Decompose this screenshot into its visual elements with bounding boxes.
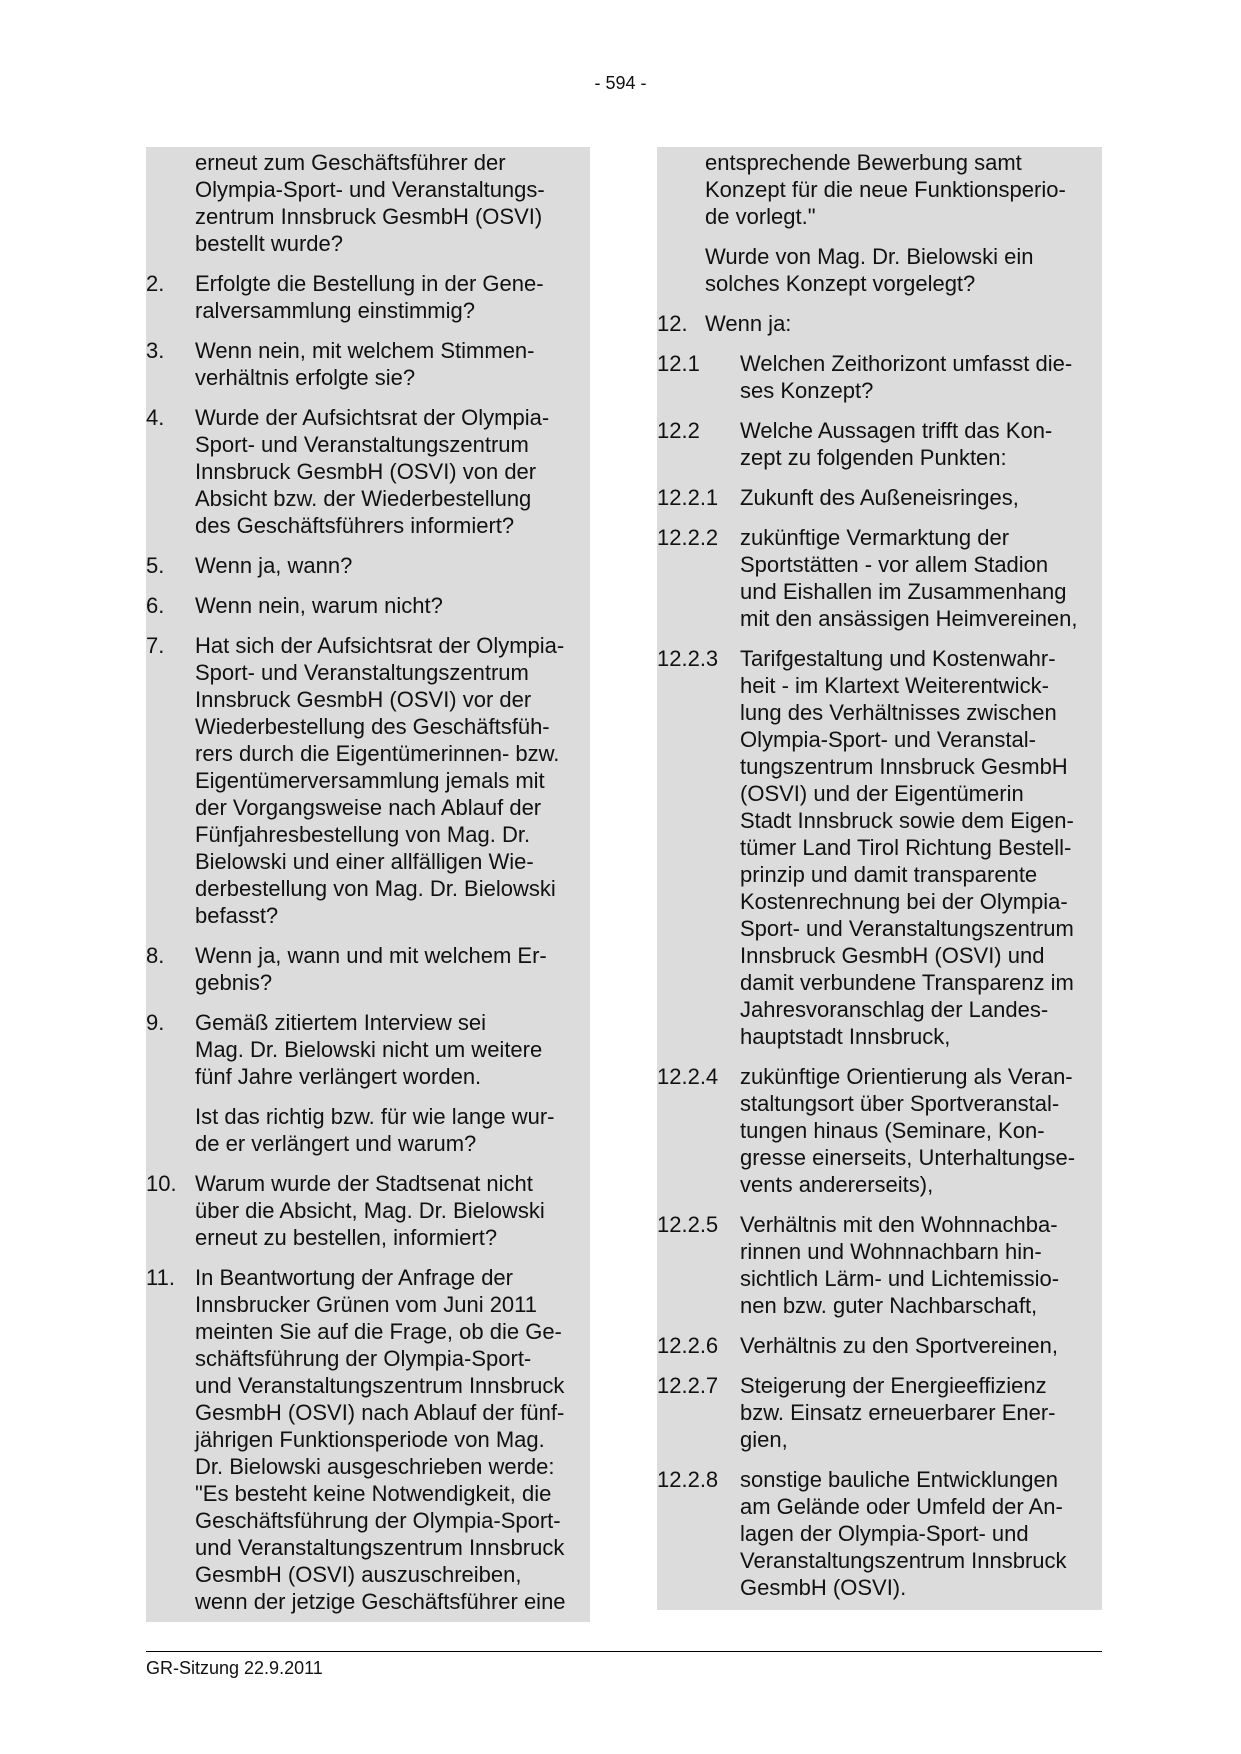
text-line: Welchen Zeithorizont umfasst die- xyxy=(740,351,1073,376)
text-line: Veranstaltungszentrum Innsbruck xyxy=(740,1548,1067,1573)
text-line: tungen hinaus (Seminare, Kon- xyxy=(740,1118,1045,1143)
text-line: Steigerung der Energieeffizienz xyxy=(740,1373,1047,1398)
text-line: befasst? xyxy=(195,903,279,928)
question-12-2 xyxy=(657,417,1102,471)
item-text xyxy=(740,1466,1102,1601)
text-line: der Vorgangsweise nach Ablauf der xyxy=(195,795,542,820)
item-text xyxy=(195,1170,590,1251)
text-line: GesmbH (OSVI) auszuschreiben, xyxy=(195,1562,522,1587)
text-line: jährigen Funktionsperiode von Mag. xyxy=(195,1427,545,1452)
text-line: zukünftige Orientierung als Veran- xyxy=(740,1064,1073,1089)
text-line: zentrum Innsbruck GesmbH (OSVI) xyxy=(195,204,543,229)
item-text xyxy=(740,524,1102,632)
footer-divider xyxy=(146,1651,1102,1652)
question-12-2-6 xyxy=(657,1332,1102,1359)
text-line: des Geschäftsführers informiert? xyxy=(195,513,515,538)
right-column xyxy=(657,147,1102,1610)
item-text xyxy=(195,270,590,324)
text-line: verhältnis erfolgte sie? xyxy=(195,365,416,390)
text-line: bzw. Einsatz erneuerbarer Ener- xyxy=(740,1400,1056,1425)
paragraph xyxy=(195,1009,590,1090)
question-4 xyxy=(146,404,590,539)
question-12-2-3 xyxy=(657,645,1102,1050)
text-line: heit - im Klartext Weiterentwick- xyxy=(740,673,1049,698)
text-line: (OSVI) und der Eigentümerin xyxy=(740,781,1024,806)
text-line: Wurde der Aufsichtsrat der Olympia- xyxy=(195,405,550,430)
text-line: über die Absicht, Mag. Dr. Bielowski xyxy=(195,1198,545,1223)
text-line: Sport- und Veranstaltungszentrum xyxy=(740,916,1074,941)
text-line: bestellt wurde? xyxy=(195,231,343,256)
text-line: Eigentümerversammlung jemals mit xyxy=(195,768,545,793)
item-number: 12.2.4 xyxy=(657,1064,719,1089)
text-line: Erfolgte die Bestellung in der Gene- xyxy=(195,271,544,296)
text-line: ralversammlung einstimmig? xyxy=(195,298,475,323)
text-line: Jahresvoranschlag der Landes- xyxy=(740,997,1049,1022)
text-line: ses Konzept? xyxy=(740,378,874,403)
text-line: Bielowski und einer allfälligen Wie- xyxy=(195,849,534,874)
question-12-2-7 xyxy=(657,1372,1102,1453)
text-line: und Veranstaltungszentrum Innsbruck xyxy=(195,1373,565,1398)
item-number: 12.2.7 xyxy=(657,1373,719,1398)
question-12-2-5 xyxy=(657,1211,1102,1319)
item-number: 12.2.5 xyxy=(657,1212,719,1237)
item-number: 12.2.1 xyxy=(657,485,719,510)
item-text xyxy=(740,1211,1102,1319)
question-12 xyxy=(657,310,1102,337)
item-number: 6. xyxy=(146,593,165,618)
text-line: Wiederbestellung des Geschäftsfüh- xyxy=(195,714,550,739)
item-number: 11. xyxy=(146,1265,175,1290)
text-line: solches Konzept vorgelegt? xyxy=(705,271,976,296)
text-line: de vorlegt." xyxy=(705,204,816,229)
item-text xyxy=(195,404,590,539)
text-line: de er verlängert und warum? xyxy=(195,1131,477,1156)
item-number: 12. xyxy=(657,311,688,336)
text-line: lung des Verhältnisses zwischen xyxy=(740,700,1057,725)
text-line: sonstige bauliche Entwicklungen xyxy=(740,1467,1058,1492)
left-continuation xyxy=(146,149,590,257)
item-text xyxy=(740,1332,1102,1359)
text-line: Kostenrechnung bei der Olympia- xyxy=(740,889,1068,914)
text-line: meinten Sie auf die Frage, ob die Ge- xyxy=(195,1319,562,1344)
text-line: Absicht bzw. der Wiederbestellung xyxy=(195,486,532,511)
text-line: entsprechende Bewerbung samt xyxy=(705,150,1022,175)
text-line: erneut zum Geschäftsführer der xyxy=(195,150,506,175)
text-line: rers durch die Eigentümerinnen- bzw. xyxy=(195,741,560,766)
text-line: GesmbH (OSVI) nach Ablauf der fünf- xyxy=(195,1400,565,1425)
item-number: 2. xyxy=(146,271,165,296)
text-line: Hat sich der Aufsichtsrat der Olympia- xyxy=(195,633,565,658)
text-line: Fünfjahresbestellung von Mag. Dr. xyxy=(195,822,531,847)
item-number: 12.2.8 xyxy=(657,1467,719,1492)
text-line: gresse einerseits, Unterhaltungse- xyxy=(740,1145,1076,1170)
item-text xyxy=(740,1372,1102,1453)
item-text xyxy=(195,1264,590,1615)
question-12-2-2 xyxy=(657,524,1102,632)
item-text xyxy=(740,1063,1102,1198)
question-5 xyxy=(146,552,590,579)
item-text xyxy=(195,337,590,391)
question-6 xyxy=(146,592,590,619)
question-8 xyxy=(146,942,590,996)
question-3 xyxy=(146,337,590,391)
item-number: 12.2 xyxy=(657,418,700,443)
text-line: Gemäß zitiertem Interview sei xyxy=(195,1010,486,1035)
text-line: erneut zu bestellen, informiert? xyxy=(195,1225,498,1250)
text-line: Sportstätten - vor allem Stadion xyxy=(740,552,1049,577)
text-line: Wurde von Mag. Dr. Bielowski ein xyxy=(705,244,1034,269)
item-number: 12.2.2 xyxy=(657,525,719,550)
footer-session-date: GR-Sitzung 22.9.2011 xyxy=(146,1658,323,1678)
text-line: Sport- und Veranstaltungszentrum xyxy=(195,432,529,457)
text-line: Innsbruck GesmbH (OSVI) und xyxy=(740,943,1045,968)
item-text xyxy=(195,552,590,579)
text-line: und Eishallen im Zusammenhang xyxy=(740,579,1067,604)
text-line: tungszentrum Innsbruck GesmbH xyxy=(740,754,1068,779)
text-line: prinzip und damit transparente xyxy=(740,862,1038,887)
text-line: Konzept für die neue Funktionsperio- xyxy=(705,177,1066,202)
item-number: 12.1 xyxy=(657,351,700,376)
text-line: lagen der Olympia-Sport- und xyxy=(740,1521,1029,1546)
text-line: damit verbundene Transparenz im xyxy=(740,970,1074,995)
item-text xyxy=(740,350,1102,404)
question-12-2-8 xyxy=(657,1466,1102,1601)
text-line: hauptstadt Innsbruck, xyxy=(740,1024,951,1049)
text-line: "Es besteht keine Notwendigkeit, die xyxy=(195,1481,552,1506)
question-7 xyxy=(146,632,590,929)
question-12-2-4 xyxy=(657,1063,1102,1198)
item-number: 12.2.6 xyxy=(657,1333,719,1358)
right-continuation xyxy=(657,149,1102,230)
text-line: Sport- und Veranstaltungszentrum xyxy=(195,660,529,685)
text-line: Innsbruck GesmbH (OSVI) von der xyxy=(195,459,537,484)
paragraph xyxy=(195,1103,590,1157)
item-text xyxy=(740,645,1102,1050)
text-line: wenn der jetzige Geschäftsführer eine xyxy=(195,1589,566,1614)
item-number: 7. xyxy=(146,633,165,658)
text-line: GesmbH (OSVI). xyxy=(740,1575,907,1600)
text-line: Wenn nein, mit welchem Stimmen- xyxy=(195,338,535,363)
text-line: gebnis? xyxy=(195,970,273,995)
item-text xyxy=(705,310,1102,337)
text-line: Tarifgestaltung und Kostenwahr- xyxy=(740,646,1056,671)
item-number: 10. xyxy=(146,1171,177,1196)
text-line: Wenn ja, wann und mit welchem Er- xyxy=(195,943,547,968)
question-10 xyxy=(146,1170,590,1251)
text-line: Innsbrucker Grünen vom Juni 2011 xyxy=(195,1292,537,1317)
text-line: Wenn ja, wann? xyxy=(195,553,353,578)
right-continuation-question xyxy=(657,243,1102,297)
text-line: am Gelände oder Umfeld der An- xyxy=(740,1494,1063,1519)
text-line: Dr. Bielowski ausgeschrieben werde: xyxy=(195,1454,555,1479)
question-11 xyxy=(146,1264,590,1615)
text-line: Wenn ja: xyxy=(705,311,792,336)
item-number: 9. xyxy=(146,1010,165,1035)
item-text xyxy=(195,632,590,929)
text-line: Wenn nein, warum nicht? xyxy=(195,593,443,618)
question-9 xyxy=(146,1009,590,1157)
text-line: Stadt Innsbruck sowie dem Eigen- xyxy=(740,808,1074,833)
text-line: nen bzw. guter Nachbarschaft, xyxy=(740,1293,1038,1318)
text-line: und Veranstaltungszentrum Innsbruck xyxy=(195,1535,565,1560)
item-text xyxy=(195,942,590,996)
text-line: mit den ansässigen Heimvereinen, xyxy=(740,606,1078,631)
item-text xyxy=(740,417,1102,471)
text-line: Verhältnis mit den Wohnnachba- xyxy=(740,1212,1058,1237)
item-text xyxy=(740,484,1102,511)
text-line: Olympia-Sport- und Veranstal- xyxy=(740,727,1036,752)
text-line: staltungsort über Sportveranstal- xyxy=(740,1091,1060,1116)
text-line: Mag. Dr. Bielowski nicht um weitere xyxy=(195,1037,543,1062)
text-line: vents andererseits), xyxy=(740,1172,934,1197)
text-line: tümer Land Tirol Richtung Bestell- xyxy=(740,835,1072,860)
item-text xyxy=(195,592,590,619)
question-12-1 xyxy=(657,350,1102,404)
text-line: Olympia-Sport- und Veranstaltungs- xyxy=(195,177,545,202)
item-number: 8. xyxy=(146,943,165,968)
text-line: Ist das richtig bzw. für wie lange wur- xyxy=(195,1104,555,1129)
text-line: sichtlich Lärm- und Lichtemissio- xyxy=(740,1266,1060,1291)
item-number: 3. xyxy=(146,338,165,363)
page-number: - 594 - xyxy=(594,73,647,93)
text-line: Zukunft des Außeneisringes, xyxy=(740,485,1019,510)
text-line: zukünftige Vermarktung der xyxy=(740,525,1010,550)
question-12-2-1 xyxy=(657,484,1102,511)
text-line: gien, xyxy=(740,1427,788,1452)
left-column xyxy=(146,147,590,1622)
question-2 xyxy=(146,270,590,324)
text-line: rinnen und Wohnnachbarn hin- xyxy=(740,1239,1042,1264)
text-line: Innsbruck GesmbH (OSVI) vor der xyxy=(195,687,532,712)
text-line: zept zu folgenden Punkten: xyxy=(740,445,1007,470)
text-line: derbestellung von Mag. Dr. Bielowski xyxy=(195,876,556,901)
text-line: fünf Jahre verlängert worden. xyxy=(195,1064,482,1089)
text-line: In Beantwortung der Anfrage der xyxy=(195,1265,513,1290)
text-line: Verhältnis zu den Sportvereinen, xyxy=(740,1333,1058,1358)
item-number: 4. xyxy=(146,405,165,430)
item-number: 12.2.3 xyxy=(657,646,719,671)
item-number: 5. xyxy=(146,553,165,578)
text-line: schäftsführung der Olympia-Sport- xyxy=(195,1346,532,1371)
text-line: Geschäftsführung der Olympia-Sport- xyxy=(195,1508,561,1533)
text-line: Warum wurde der Stadtsenat nicht xyxy=(195,1171,533,1196)
item-text xyxy=(195,1009,590,1157)
text-line: Welche Aussagen trifft das Kon- xyxy=(740,418,1053,443)
